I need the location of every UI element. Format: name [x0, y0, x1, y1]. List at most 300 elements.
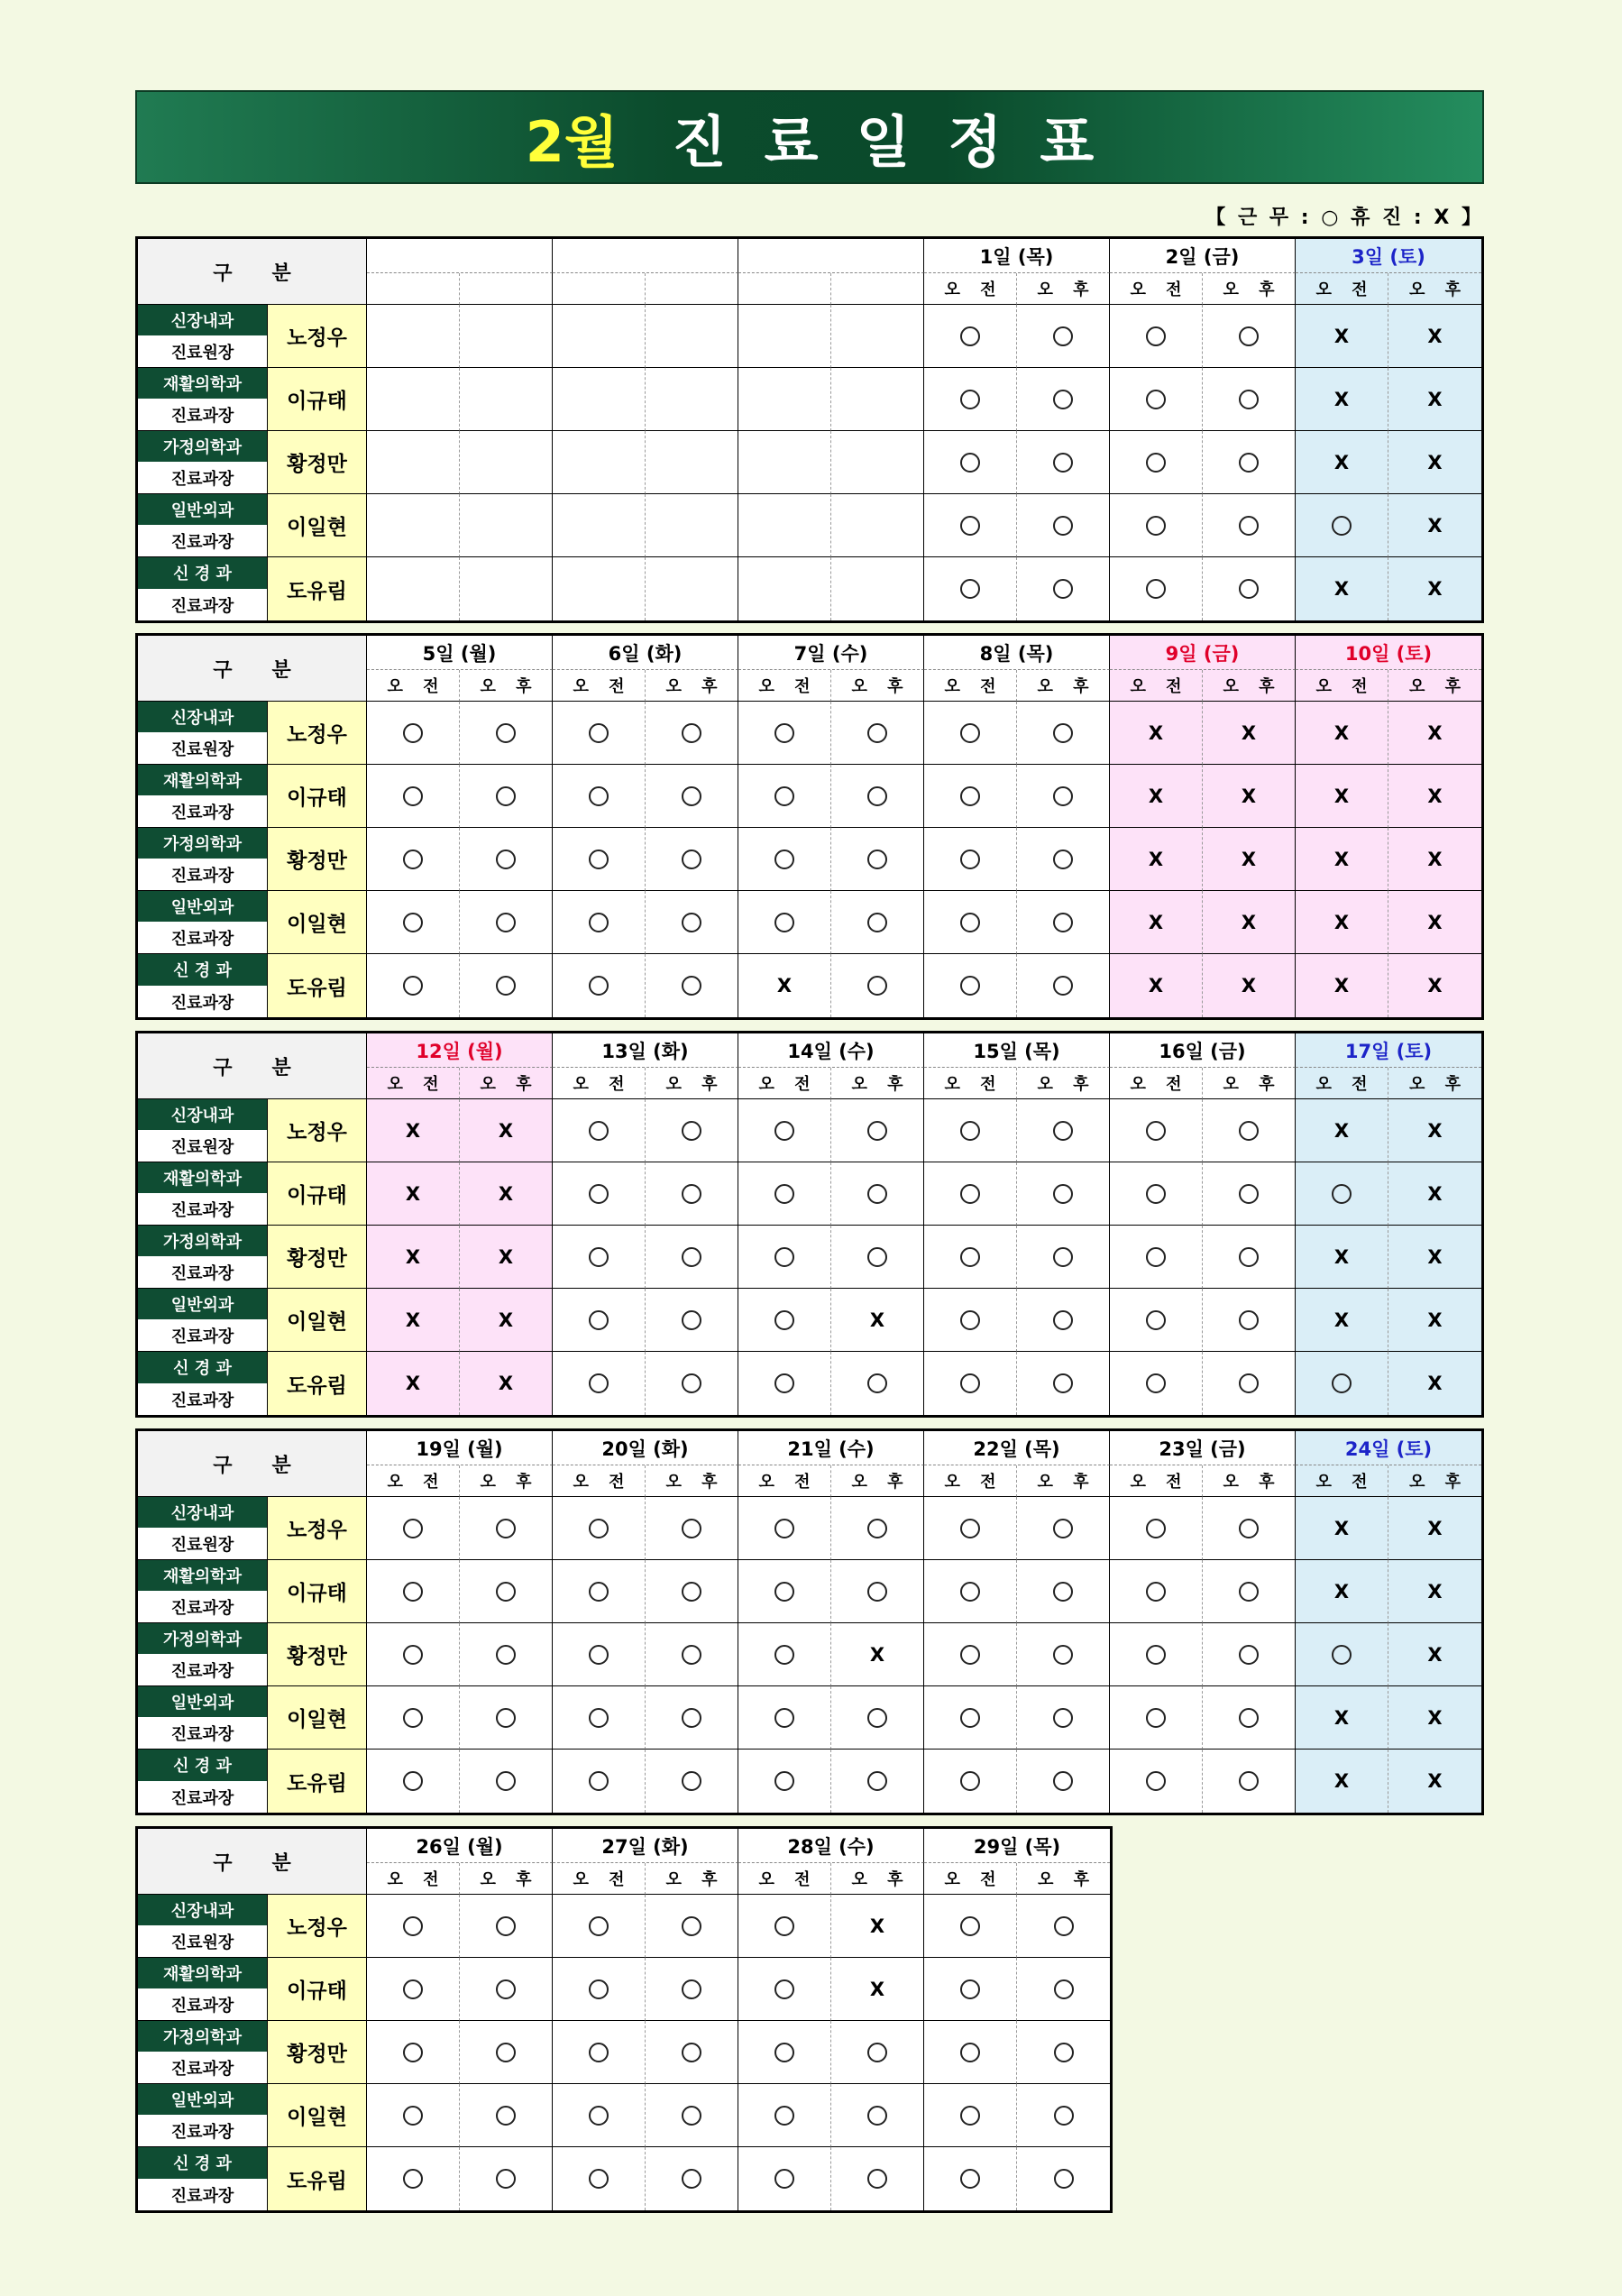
closed-mark: X	[498, 1119, 514, 1142]
schedule-cell	[738, 494, 831, 557]
schedule-cell	[1388, 1623, 1481, 1686]
schedule-cell	[1203, 305, 1296, 368]
work-mark	[774, 2106, 794, 2126]
doctor-role: 진료과장	[138, 1194, 267, 1225]
schedule-cell	[1017, 1289, 1110, 1352]
day-header: 7일 (수)	[738, 636, 924, 670]
schedule-cell	[1296, 1497, 1388, 1560]
doctor-role: 진료과장	[138, 463, 267, 493]
closed-mark: X	[1427, 1517, 1443, 1539]
schedule-cell	[831, 1958, 924, 2021]
schedule-cell	[924, 1162, 1017, 1226]
work-mark	[403, 786, 423, 806]
closed-mark: X	[1427, 1373, 1443, 1394]
schedule-cell	[1296, 557, 1388, 620]
am-header	[553, 273, 646, 305]
doctor-name: 황정만	[268, 2021, 367, 2084]
doctor-name: 이규태	[268, 1958, 367, 2021]
doctor-role: 진료과장	[138, 1320, 267, 1351]
schedule-cell	[460, 494, 553, 557]
schedule-cell	[738, 1623, 831, 1686]
pm-header: 오 후	[831, 1863, 924, 1895]
doctor-department	[138, 431, 268, 494]
work-mark	[1054, 1979, 1074, 1999]
doctor-department	[138, 368, 268, 431]
work-mark	[960, 1310, 980, 1330]
schedule-cell	[1296, 494, 1388, 557]
work-mark	[1053, 516, 1073, 536]
doctor-role: 진료과장	[138, 400, 267, 430]
department-name: 재활의학과	[138, 1958, 267, 1989]
doctor-role: 진료과장	[138, 923, 267, 953]
doctor-name: 도유림	[268, 1352, 367, 1415]
work-mark	[496, 1582, 516, 1602]
closed-mark: X	[1333, 1517, 1350, 1539]
work-mark	[1146, 1582, 1166, 1602]
closed-mark: X	[1148, 848, 1164, 870]
schedule-cell	[367, 1560, 460, 1623]
doctor-name: 이규태	[268, 765, 367, 828]
schedule-cell	[831, 2147, 924, 2210]
schedule-cell	[367, 494, 460, 557]
schedule-cell	[924, 765, 1017, 828]
schedule-cell	[1388, 1099, 1481, 1162]
work-mark	[960, 1247, 980, 1267]
work-mark	[1332, 1184, 1352, 1204]
am-header: 오 전	[738, 1465, 831, 1497]
pm-header: 오 후	[831, 1465, 924, 1497]
work-mark	[1054, 1916, 1074, 1936]
department-name: 신장내과	[138, 305, 267, 336]
department-name: 신장내과	[138, 1895, 267, 1926]
day-header: 15일 (목)	[924, 1033, 1110, 1068]
schedule-cell	[460, 2084, 553, 2147]
doctor-role: 진료원장	[138, 733, 267, 764]
schedule-cell	[738, 1750, 831, 1813]
work-mark	[774, 1373, 794, 1393]
work-mark	[1146, 1519, 1166, 1538]
closed-mark: X	[869, 1309, 885, 1331]
schedule-cell	[646, 2084, 738, 2147]
schedule-cell	[831, 2021, 924, 2084]
doctor-role: 진료원장	[138, 1529, 267, 1559]
work-mark	[682, 2106, 701, 2126]
schedule-cell	[646, 1750, 738, 1813]
schedule-cell	[1017, 765, 1110, 828]
day-header: 3일 (토)	[1296, 239, 1481, 273]
schedule-cell	[1110, 1352, 1203, 1415]
closed-mark: X	[1427, 721, 1443, 744]
am-header: 오 전	[553, 1863, 646, 1895]
doctor-role: 진료과장	[138, 987, 267, 1018]
work-mark	[867, 1519, 887, 1538]
closed-mark: X	[1427, 1182, 1443, 1205]
week-table-3	[135, 1031, 1484, 1418]
schedule-cell	[1388, 1162, 1481, 1226]
work-mark	[496, 2106, 516, 2126]
doctor-department	[138, 305, 268, 368]
work-mark	[496, 2043, 516, 2062]
closed-mark: X	[1427, 911, 1443, 933]
work-mark	[1053, 1184, 1073, 1204]
schedule-cell	[1203, 1560, 1296, 1623]
am-header: 오 전	[924, 670, 1017, 702]
day-header: 21일 (수)	[738, 1431, 924, 1465]
schedule-cell	[738, 1958, 831, 2021]
work-mark	[496, 913, 516, 932]
schedule-cell	[831, 2084, 924, 2147]
doctor-department	[138, 954, 268, 1017]
schedule-cell	[1017, 2084, 1110, 2147]
closed-mark: X	[869, 1978, 885, 2000]
doctor-name: 노정우	[268, 1895, 367, 1958]
schedule-cell	[460, 2021, 553, 2084]
title-text: 진료일정표	[672, 108, 1132, 175]
work-mark	[682, 913, 701, 932]
department-name: 일반외과	[138, 891, 267, 923]
work-mark	[774, 1916, 794, 1936]
work-mark	[960, 850, 980, 869]
day-header	[553, 239, 738, 273]
schedule-cell	[460, 954, 553, 1017]
schedule-cell	[1296, 828, 1388, 891]
schedule-cell	[646, 828, 738, 891]
doctor-department	[138, 557, 268, 620]
schedule-cell	[367, 2021, 460, 2084]
work-mark	[960, 1121, 980, 1141]
closed-mark: X	[1333, 721, 1350, 744]
schedule-cell	[1203, 765, 1296, 828]
am-header: 오 전	[1296, 1465, 1388, 1497]
work-mark	[1239, 1121, 1259, 1141]
schedule-cell	[1110, 1750, 1203, 1813]
week-table-4	[135, 1428, 1484, 1815]
am-header: 오 전	[738, 1068, 831, 1099]
doctor-department	[138, 2147, 268, 2210]
work-mark	[774, 1184, 794, 1204]
schedule-cell	[367, 1289, 460, 1352]
week-table-1	[135, 236, 1484, 623]
work-mark	[774, 1519, 794, 1538]
work-mark	[960, 2106, 980, 2126]
work-mark	[1239, 1373, 1259, 1393]
schedule-cell	[1110, 494, 1203, 557]
work-mark	[403, 1979, 423, 1999]
work-mark	[1239, 1645, 1259, 1665]
doctor-name: 이일현	[268, 1686, 367, 1750]
work-mark	[682, 1582, 701, 1602]
schedule-cell	[460, 557, 553, 620]
day-header: 22일 (목)	[924, 1431, 1110, 1465]
doctor-name: 황정만	[268, 828, 367, 891]
category-header: 구분	[138, 1431, 367, 1497]
schedule-cell	[924, 1686, 1017, 1750]
schedule-cell	[460, 891, 553, 954]
work-mark	[682, 1979, 701, 1999]
work-mark	[1239, 516, 1259, 536]
am-header: 오 전	[367, 1068, 460, 1099]
closed-mark: X	[1427, 1309, 1443, 1331]
schedule-cell	[1388, 1226, 1481, 1289]
schedule-cell	[367, 891, 460, 954]
schedule-cell	[1203, 954, 1296, 1017]
work-mark	[403, 723, 423, 743]
work-mark	[1053, 1121, 1073, 1141]
pm-header: 오 후	[1203, 273, 1296, 305]
work-mark	[589, 1373, 609, 1393]
schedule-cell	[831, 494, 924, 557]
schedule-cell	[831, 1750, 924, 1813]
am-header: 오 전	[1110, 670, 1203, 702]
work-mark	[867, 1771, 887, 1791]
day-header: 5일 (월)	[367, 636, 553, 670]
schedule-cell	[646, 1623, 738, 1686]
department-name: 가정의학과	[138, 431, 267, 463]
doctor-role: 진료과장	[138, 2116, 267, 2146]
work-mark	[403, 2169, 423, 2189]
schedule-cell	[1017, 1623, 1110, 1686]
schedule-cell	[738, 2021, 831, 2084]
page-title	[135, 90, 1484, 184]
schedule-cell	[1017, 954, 1110, 1017]
schedule-cell	[460, 368, 553, 431]
schedule-cell	[553, 891, 646, 954]
schedule-cell	[460, 1560, 553, 1623]
work-mark	[682, 1645, 701, 1665]
doctor-department	[138, 1352, 268, 1415]
work-mark	[589, 976, 609, 996]
schedule-cell	[553, 1686, 646, 1750]
closed-mark: X	[1427, 388, 1443, 410]
closed-mark: X	[869, 1643, 885, 1666]
schedule-cell	[646, 305, 738, 368]
schedule-cell	[831, 1560, 924, 1623]
schedule-cell	[924, 368, 1017, 431]
schedule-cell	[1110, 1099, 1203, 1162]
work-mark	[403, 2043, 423, 2062]
schedule-cell	[924, 2021, 1017, 2084]
schedule-cell	[553, 494, 646, 557]
work-mark	[589, 1184, 609, 1204]
closed-mark: X	[776, 975, 793, 996]
schedule-cell	[1110, 1686, 1203, 1750]
am-header	[738, 273, 831, 305]
am-header: 오 전	[1110, 1068, 1203, 1099]
schedule-cell	[831, 1162, 924, 1226]
schedule-cell	[738, 368, 831, 431]
doctor-role: 진료과장	[138, 590, 267, 621]
closed-mark: X	[1427, 975, 1443, 996]
work-mark	[960, 2169, 980, 2189]
work-mark	[867, 786, 887, 806]
category-header: 구분	[138, 239, 367, 305]
am-header: 오 전	[367, 1465, 460, 1497]
am-header: 오 전	[1296, 670, 1388, 702]
work-mark	[1239, 1247, 1259, 1267]
work-mark	[1053, 786, 1073, 806]
work-mark	[1053, 1582, 1073, 1602]
schedule-cell	[646, 1352, 738, 1415]
am-header: 오 전	[924, 1068, 1017, 1099]
day-header: 9일 (금)	[1110, 636, 1296, 670]
doctor-name: 노정우	[268, 305, 367, 368]
schedule-cell	[553, 1958, 646, 2021]
schedule-cell	[1388, 368, 1481, 431]
schedule-cell	[831, 1099, 924, 1162]
schedule-cell	[738, 557, 831, 620]
closed-mark: X	[498, 1309, 514, 1331]
schedule-cell	[553, 368, 646, 431]
closed-mark: X	[1148, 975, 1164, 996]
schedule-cell	[738, 1162, 831, 1226]
work-mark	[403, 1771, 423, 1791]
schedule-cell	[831, 891, 924, 954]
work-mark	[960, 1916, 980, 1936]
am-header: 오 전	[1296, 1068, 1388, 1099]
work-mark	[589, 1645, 609, 1665]
schedule-cell	[460, 1226, 553, 1289]
schedule-cell	[831, 1226, 924, 1289]
schedule-cell	[1017, 2021, 1110, 2084]
doctor-role: 진료과장	[138, 1989, 267, 2020]
day-header: 1일 (목)	[924, 239, 1110, 273]
schedule-cell	[1388, 828, 1481, 891]
work-mark	[1146, 1708, 1166, 1728]
work-mark	[403, 1582, 423, 1602]
work-mark	[867, 2106, 887, 2126]
schedule-cell	[1110, 431, 1203, 494]
closed-mark: X	[1427, 1119, 1443, 1142]
work-mark	[1146, 1645, 1166, 1665]
schedule-cell	[1388, 557, 1481, 620]
doctor-name: 이일현	[268, 2084, 367, 2147]
schedule-cell	[738, 1895, 831, 1958]
schedule-cell	[553, 1560, 646, 1623]
work-mark	[1053, 850, 1073, 869]
pm-header: 오 후	[1388, 670, 1481, 702]
schedule-cell	[831, 1623, 924, 1686]
work-mark	[496, 2169, 516, 2189]
schedule-cell	[1017, 2147, 1110, 2210]
schedule-cell	[1203, 1226, 1296, 1289]
department-name: 일반외과	[138, 2084, 267, 2116]
work-mark	[1053, 976, 1073, 996]
doctor-department	[138, 1686, 268, 1750]
schedule-cell	[1296, 1686, 1388, 1750]
work-mark	[1146, 453, 1166, 473]
doctor-name: 이일현	[268, 494, 367, 557]
schedule-cell	[924, 1623, 1017, 1686]
day-header: 23일 (금)	[1110, 1431, 1296, 1465]
work-mark	[1146, 1184, 1166, 1204]
am-header: 오 전	[553, 1465, 646, 1497]
schedule-cell	[460, 1623, 553, 1686]
day-header: 24일 (토)	[1296, 1431, 1481, 1465]
work-mark	[403, 1708, 423, 1728]
closed-mark: X	[405, 1119, 421, 1142]
closed-mark: X	[1427, 1643, 1443, 1666]
pm-header: 오 후	[460, 1863, 553, 1895]
schedule-cell	[1296, 1623, 1388, 1686]
schedule-cell	[924, 1099, 1017, 1162]
work-mark	[960, 1582, 980, 1602]
closed-mark: X	[1427, 1706, 1443, 1729]
schedule-cell	[738, 431, 831, 494]
schedule-cell	[1388, 954, 1481, 1017]
work-mark	[496, 976, 516, 996]
schedule-cell	[1388, 305, 1481, 368]
work-mark	[589, 1916, 609, 1936]
schedule-cell	[646, 1497, 738, 1560]
closed-mark: X	[1427, 451, 1443, 473]
schedule-cell	[646, 1895, 738, 1958]
schedule-cell	[646, 431, 738, 494]
schedule-cell	[367, 1958, 460, 2021]
department-name: 가정의학과	[138, 2021, 267, 2053]
work-mark	[867, 2169, 887, 2189]
work-mark	[960, 390, 980, 409]
schedule-cell	[738, 1289, 831, 1352]
schedule-cell	[1203, 494, 1296, 557]
closed-mark: X	[1241, 848, 1257, 870]
schedule-cell	[924, 1750, 1017, 1813]
doctor-role: 진료과장	[138, 1718, 267, 1749]
doctor-department	[138, 1895, 268, 1958]
closed-mark: X	[1241, 785, 1257, 807]
work-mark	[403, 913, 423, 932]
closed-mark: X	[1427, 785, 1443, 807]
work-mark	[589, 2106, 609, 2126]
work-mark	[682, 1519, 701, 1538]
doctor-role: 진료원장	[138, 1926, 267, 1957]
work-mark	[682, 1771, 701, 1791]
closed-mark: X	[1333, 1309, 1350, 1331]
schedule-cell	[1110, 1497, 1203, 1560]
work-mark	[960, 1184, 980, 1204]
work-mark	[774, 1979, 794, 1999]
day-header: 2일 (금)	[1110, 239, 1296, 273]
doctor-department	[138, 1958, 268, 2021]
work-mark	[1332, 1373, 1352, 1393]
work-mark	[1053, 1645, 1073, 1665]
schedule-cell	[646, 954, 738, 1017]
schedule-cell	[831, 557, 924, 620]
schedule-cell	[1017, 891, 1110, 954]
schedule-cell	[1388, 702, 1481, 765]
work-mark	[774, 2043, 794, 2062]
doctor-department	[138, 1497, 268, 1560]
schedule-cell	[1203, 557, 1296, 620]
schedule-cell	[367, 1352, 460, 1415]
schedule-cell	[831, 954, 924, 1017]
work-mark	[589, 786, 609, 806]
work-mark	[1146, 390, 1166, 409]
doctor-name: 황정만	[268, 1623, 367, 1686]
work-mark	[403, 850, 423, 869]
work-mark	[1332, 516, 1352, 536]
work-mark	[1146, 1373, 1166, 1393]
schedule-cell	[1110, 1226, 1203, 1289]
doctor-department	[138, 891, 268, 954]
department-name: 신 경 과	[138, 1352, 267, 1384]
work-mark	[1053, 390, 1073, 409]
schedule-cell	[553, 828, 646, 891]
work-mark	[960, 1373, 980, 1393]
schedule-cell	[1017, 494, 1110, 557]
work-mark	[589, 1519, 609, 1538]
am-header: 오 전	[924, 273, 1017, 305]
closed-mark: X	[1333, 1245, 1350, 1268]
